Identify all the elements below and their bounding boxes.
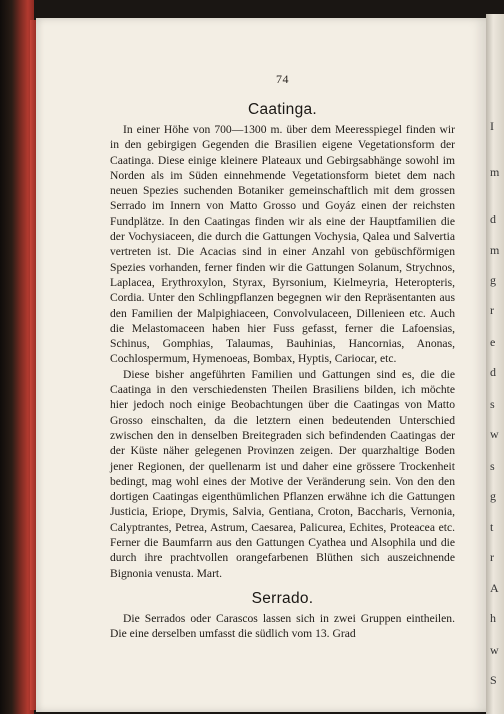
facing-page-letter: w <box>490 427 499 441</box>
page-content <box>110 72 455 642</box>
facing-page-letter: e <box>490 335 496 349</box>
paragraph: Diese bisher angeführten Familien und Gattungen sind es, die die Caatinga in den verschiedensten Theilen Brasiliens bilden, ich möchte hier jedoch noch einige Beobachtungen über die Caatingas von Matto Grosso einschalten, da die letztern einen bedeutenden Unterschied zwischen den in denselben Breitegraden sich befindenden Caatingas der der Küste näher gelegenen Provinzen zeigen. Der quarzhaltige Boden jener Regionen, der quellenarm ist und daher eine grössere Trockenheit bedingt, mag wohl eines der Motive der Veränderung sein. Von den den dortigen Caatingas eigenthümlichen Pflanzen erwähne ich die Gattungen Justicia, Eriope, Drymis, Salvia, Gentiana, Croton, Baccharis, Vernonia, Calyptrantes, Petrea, Astrum, Caesarea, Palicurea, Echites, Proteacea etc. Ferner die Baumfarrn aus den Gattungen Cyathea und Alsophila und die durch ihre prachtvollen orangefarbenen Blüthen sich auszeichnende Bignonia venusta. Mart. <box>110 367 455 580</box>
facing-page-letter: s <box>490 459 495 473</box>
section-heading-caatinga: Caatinga. <box>247 101 318 118</box>
facing-page-letter: m <box>490 243 500 257</box>
facing-page-letter: s <box>490 397 495 411</box>
facing-page-letter: g <box>490 489 496 503</box>
paragraph: Die Serrados oder Carascos lassen sich in zwei Gruppen eintheilen. Die eine derselben umfasst die südlich vom 13. Grad <box>110 611 455 641</box>
facing-page-letter: r <box>490 303 494 317</box>
book-cover-spine <box>0 0 34 714</box>
facing-page-letter: m <box>490 165 500 179</box>
facing-page-letter: d <box>490 365 496 379</box>
facing-page-letter: w <box>490 643 499 657</box>
page-number: 74 <box>276 72 289 86</box>
facing-page-letter: I <box>490 119 494 133</box>
facing-page-letter: g <box>490 273 496 287</box>
section-heading-serrado: Serrado. <box>251 589 314 607</box>
facing-page-edge <box>486 14 504 714</box>
facing-page-letter: t <box>490 520 494 534</box>
paragraph: In einer Höhe von 700—1300 m. über dem Meeresspiegel finden wir in den gebirgigen Gegenden die Brasilien eigene Vegetationsform der Caatinga. Diese einige kleinere Plateaux und Gebirgsabhänge sowohl im Norden als im Süden einnehmende Vegetationsform bietet dem nach neuen Spezies suchenden Botaniker gemeinschaftlich mit dem grossen Serrado im Innern von Matto Grosso und Goyáz einen der reichsten Fundplätze. In den Caatingas finden wir als eine der Hauptfamilien die der Vochysiaceen, die durch die Gattungen Vochysia, Qalea und Salvertia vertreten ist. Die Acacias sind in einer Anzahl von gebüschförmigen Spezies vorhanden, ferner finden wir die Gattungen Solanum, Strychnos, Laplacea, Erythroxylon, Styrax, Byrsonium, Kielmeyria, Heteropteris, Cordia. Unter den Schlingpflanzen begegnen wir den Repräsentanten aus den Familien der Malpighiaceen, Convolvulaceen, Dillenieen etc. Auch die Melastomaceen haben hier Fuss gefasst, ferner die Lafoensias, Schinus, Gomphias, Talaumas, Bauhinias, Hancornias, Anonas, Cochlospermum, Hymenoeas, Bombax, Hyptis, Cariocar, etc. <box>110 123 455 366</box>
facing-page-letter: S <box>490 673 497 687</box>
facing-page-letter: d <box>490 212 496 226</box>
facing-page-letter: A <box>490 581 499 595</box>
facing-page-letter: h <box>490 611 496 625</box>
facing-page-letter: r <box>490 550 494 564</box>
